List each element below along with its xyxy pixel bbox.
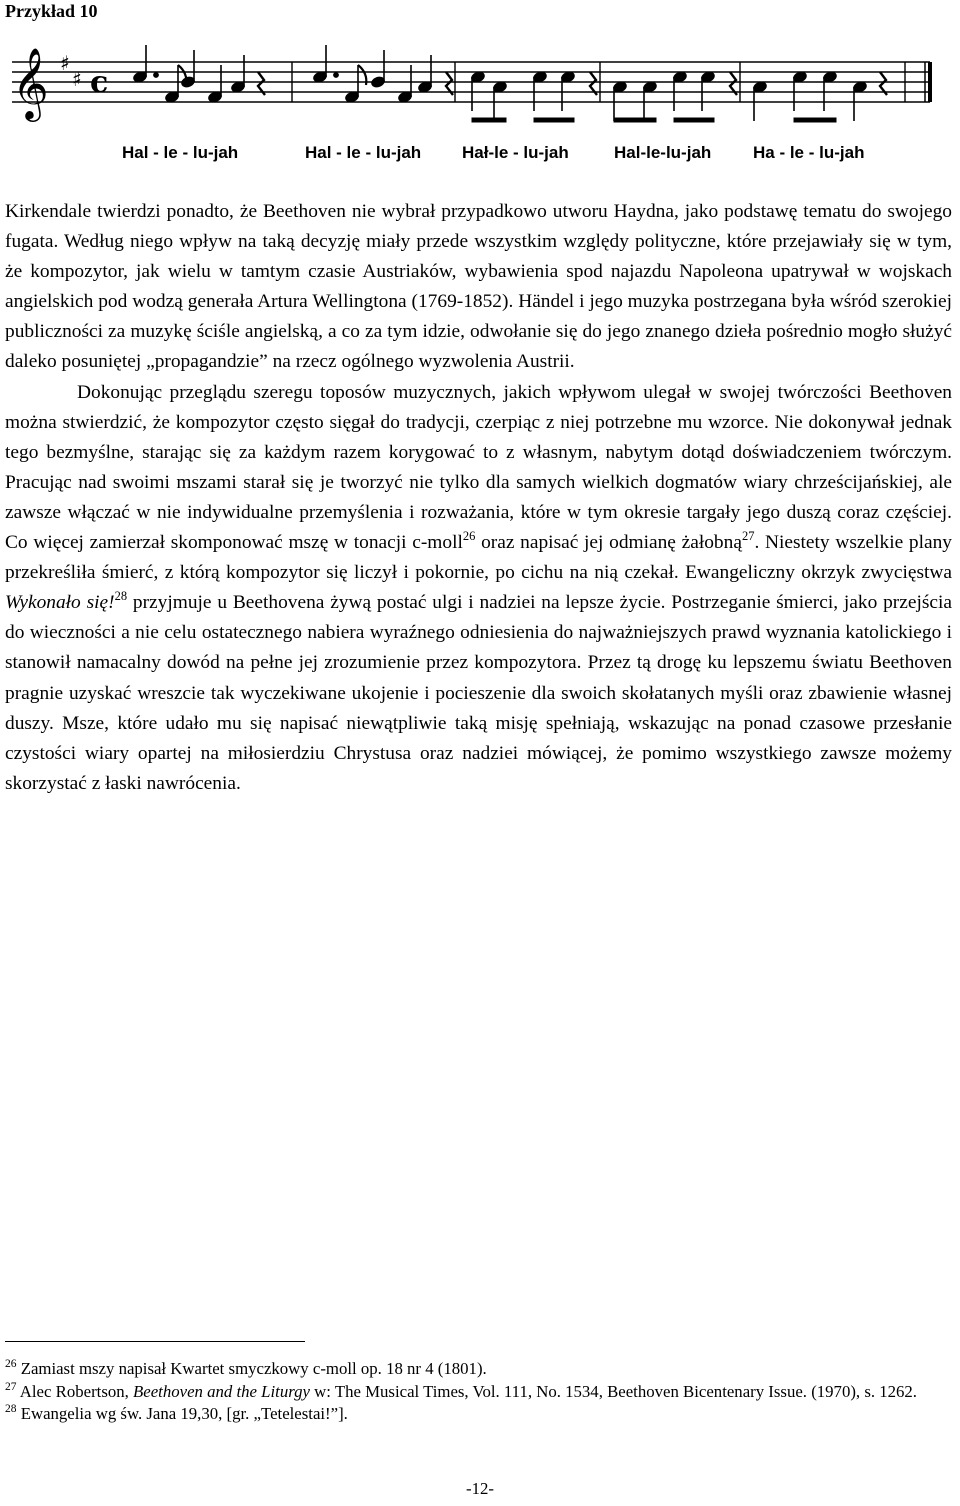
footnote-ref[interactable]: 26	[462, 529, 476, 544]
footnote-number: 28	[5, 1403, 17, 1416]
lyric-segment: Hal-le-lu-jah	[614, 143, 712, 162]
lyric-segment: Hał-le - lu-jah	[462, 143, 569, 162]
footnote-item: $^{26}$ Zamiast mszy napisał Kwartet smyczkowy c-moll op. 18 nr 4 (1801).	[5, 1358, 487, 1378]
footnotes	[5, 1358, 952, 1426]
treble-clef-icon: 𝄞	[12, 46, 49, 119]
paragraph: Dokonując przeglądu szeregu toposów muzycznych, jakich wpływom ulegał w swojej twórczości Beethoven można stwierdzić, że kompozytor często sięgał do tradycji, czerpiąc z niej potrzebne mu wzorce. Nie dokonywał jednak tego bezmyślne, starając się za każdym razem korygować to z własnym, nabytym dotąd doświadczeniem twórczym. Pracując nad swoimi mszami starał się je tworzyć nie tylko dla samych wielkich dogmatów wiary chrześcijańskiej, ale zawsze włączać w nie indywidualne przemyślenia i rozważania, które w tym okresie targały jego duszą coraz częściej. Co więcej zamierzał skomponować mszę w tonacji c-moll$^{26}$ oraz napisać jej odmianę żałobną$^{27}$. Niestety wszelkie plany przekreśliła śmierć, z którą kompozytor się liczył i pokornie, po cichu na nią czekał. Ewangeliczny okrzyk zwycięstwa Wykonało się!$^{28}$ przyjmuje u Beethovena żywą postać ulgi i nadziei na lepsze życie. Postrzeganie śmierci, jako przejścia do wieczności a nie celu ostatecznego nabiera wyraźnego odniesienia do najważniejszych prawd wyznania katolickiego i stanowił namacalny dowód na pełne jej zrozumienie przez kompozytora. Przez tą drogę ku lepszemu światu Beethoven pragnie uzyskać wreszcie tak wyczekiwane ukojenie i pocieszenie dla swoich skołatanych myśli oraz zbawienie własnej duszy. Msze, które udało mu się napisać niewątpliwie taką misję spełniają, wskazując na ponad czasowe przesłanie czystości wiary opartej na miłosierdziu Chrystusa oraz nadziei mówiącej, że pomimo wszystkiego zawsze możemy skorzystać z łaski nawrócenia.	[5, 381, 952, 794]
footnote-item: $^{27}$ Alec Robertson, Beethoven and the Liturgy w: The Musical Times, Vol. 111, No. 1534, Beethoven Bicentenary Issue. (1970), s. 1262.	[5, 1380, 918, 1401]
footnote-ref[interactable]: 28	[114, 589, 128, 604]
footnote-divider	[5, 1341, 305, 1342]
body-text	[5, 197, 952, 799]
music-staff	[0, 40, 960, 170]
beam	[472, 118, 506, 122]
beam	[674, 118, 714, 122]
note-dot	[154, 73, 159, 78]
lyric-segment: Hal - le - lu-jah	[305, 143, 422, 162]
common-time-icon: c	[90, 65, 109, 100]
music-score	[0, 40, 960, 170]
sharp-icon: ♯	[60, 51, 70, 75]
lyric-segment: Ha - le - lu-jah	[753, 143, 865, 162]
sharp-icon: ♯	[72, 67, 82, 91]
note-dot	[334, 73, 339, 78]
page-number: -12-	[466, 1479, 494, 1498]
italic-quote: Wykonało się!	[5, 592, 115, 614]
footnote-item: $^{28}$ Ewangelia wg św. Jana 19,30, [gr. „Tetelestai!”].	[5, 1403, 348, 1424]
beam	[534, 118, 574, 122]
lyric-segment: Hal - le - lu-jah	[122, 143, 239, 162]
beam	[614, 118, 656, 122]
footnote-ref[interactable]: 27	[741, 529, 755, 544]
footnote-number: 26	[5, 1358, 17, 1370]
paragraph: Kirkendale twierdzi ponadto, że Beethoven nie wybrał przypadkowo utworu Haydna, jako podstawę tematu do swojego fugata. Według niego wpływ na taką decyzję miały przede wszystkim względy polityczne, które przejawiały się w tym, że kompozytor, jak wielu w tamtym czasie Austriaków, wybawienia spod najazdu Napoleona upatrywał w wojskach angielskich pod wodzą generała Artura Wellingtona (1769-1852). Händel i jego muzyka postrzegana była wśród szerokiej publiczności za muzykę ściśle angielską, a co za tym idzie, odwołanie się do jego znanego dzieła pośrednio mogło służyć daleko posuniętej „propagandzie” na rzecz ogólnego wyzwolenia Austrii.	[5, 201, 952, 373]
example-label: Przykład 10	[5, 1, 98, 21]
beam	[794, 118, 836, 122]
footnote-number: 27	[5, 1380, 17, 1393]
